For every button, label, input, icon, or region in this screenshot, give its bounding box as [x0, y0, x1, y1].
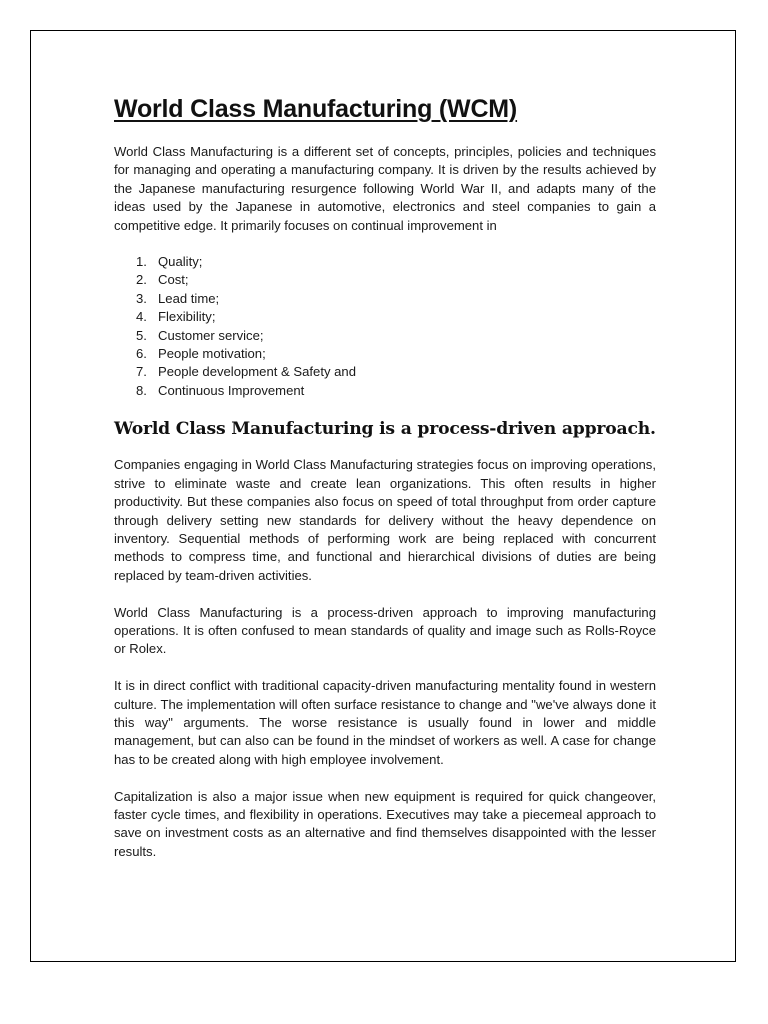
body-paragraph: World Class Manufacturing is a process-driven approach to improving manufacturing operations. It is often confused to mean standards of quality and image such as Rolls-Royce or Rolex. — [114, 604, 656, 657]
list-item — [114, 345, 656, 363]
document-page — [30, 30, 736, 962]
list-item-number: 1. — [136, 254, 147, 270]
list-item — [114, 382, 656, 400]
body-paragraph: Capitalization is also a major issue when new equipment is required for quick changeover, faster cycle times, and flexibility in operations. Executives may take a piecemeal approach to save on investment costs as an alternative and find themselves disappointed with the lesser results. — [114, 788, 656, 859]
list-item — [114, 253, 656, 271]
document-title: World Class Manufacturing (WCM) — [114, 95, 518, 123]
list-item — [114, 363, 656, 381]
list-item — [114, 271, 656, 289]
list-item-text: People motivation; — [158, 346, 266, 362]
list-item-number: 5. — [136, 327, 147, 343]
body-paragraph: Companies engaging in World Class Manufacturing strategies focus on improving operations, strive to eliminate waste and create lean organizations. This often results in higher productivity. But these companies also focus on speed of total throughput from order capture through delivery setting new standards for delivery without the heavy dependence on inventory. Sequential methods of performing work are being replaced with concurrent methods to compress time, and functional and hierarchical divisions of duties are being replaced by team-driven activities. — [114, 457, 656, 583]
list-item-number: 3. — [136, 290, 147, 306]
list-item-number: 6. — [136, 346, 147, 362]
list-item-text: Quality; — [158, 254, 203, 270]
list-item-text: Flexibility; — [158, 309, 216, 325]
list-item-text: Continuous Improvement — [158, 382, 305, 398]
list-item-text: People development & Safety and — [158, 364, 356, 380]
list-item — [114, 308, 656, 326]
list-item — [114, 290, 656, 308]
list-item-text: Lead time; — [158, 290, 220, 306]
list-item-number: 4. — [136, 309, 147, 325]
body-paragraph: It is in direct conflict with traditional capacity-driven manufacturing mentality found in western culture. The implementation will often surface resistance to change and "we've always done it this way" arguments. The worse resistance is usually found in lower and middle management, but can also can be found in the mindset of workers as well. A case for change has to be created along with high employee involvement. — [114, 678, 656, 767]
list-item-number: 7. — [136, 364, 147, 380]
list-item-number: 2. — [136, 272, 147, 288]
intro-paragraph: World Class Manufacturing is a different set of concepts, principles, policies and techniques for managing and operating a manufacturing company. It is driven by the results achieved by the Japanese manufacturing resurgence following World War II, and adapts many of the ideas used by the Japanese in automotive, electronics and steel companies to gain a competitive edge. It primarily focuses on continual improvement in — [114, 144, 656, 233]
document-content — [114, 93, 656, 861]
focus-areas-list — [114, 253, 656, 400]
list-item-number: 8. — [136, 382, 147, 398]
list-item — [114, 327, 656, 345]
list-item-text: Customer service; — [158, 327, 264, 343]
section-heading: World Class Manufacturing is a process-driven approach. — [114, 419, 656, 440]
list-item-text: Cost; — [158, 272, 189, 288]
